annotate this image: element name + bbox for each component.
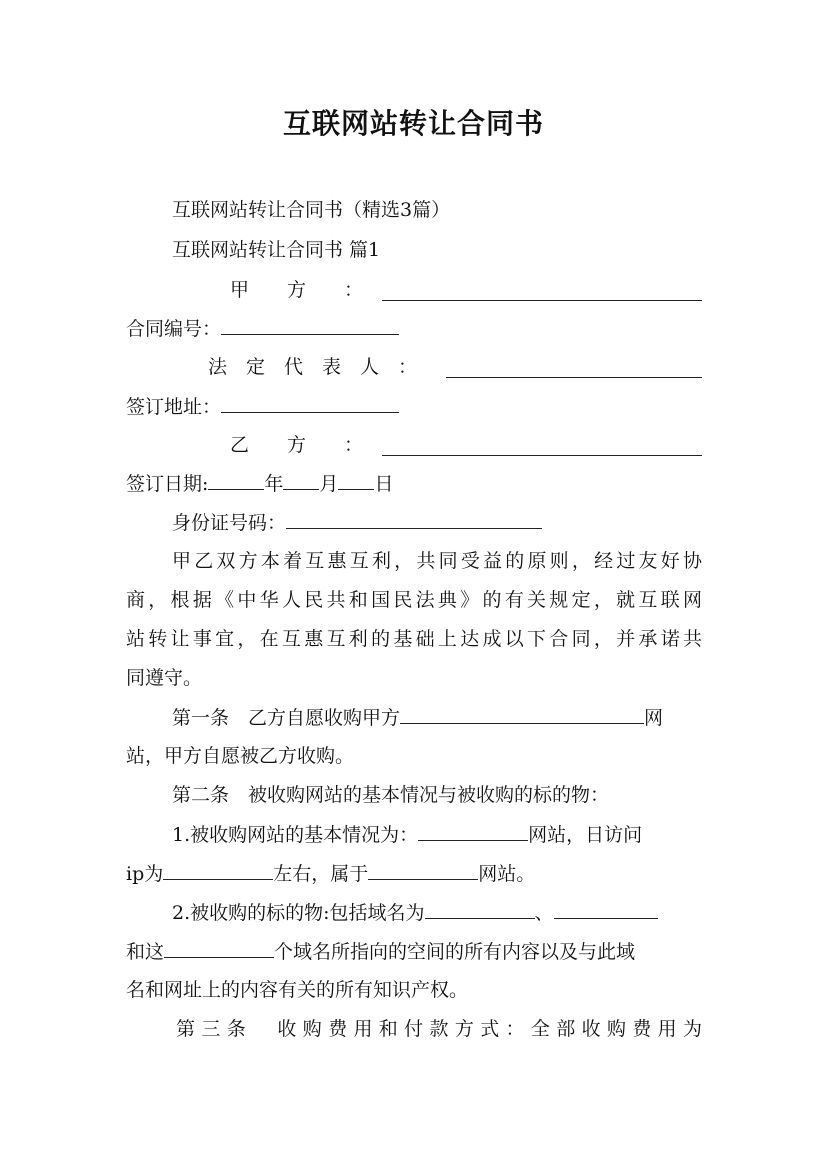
article-2-2-line-3: 名和网址上的内容有关的所有知识产权。 [126,979,469,1001]
article-2-1-line-2 [126,853,702,893]
domain-blank-2 [554,892,658,919]
document-title: 互联网站转让合同书 [282,107,544,140]
sign-place-blank [221,386,399,413]
sign-place-line [126,386,702,426]
article-1-blank [400,697,644,724]
article-2-2-line-2 [126,931,702,971]
site-name-blank [418,814,528,841]
article-1-prefix: 第一条 乙方自愿收购甲方 [172,707,401,729]
article-2-1-prefix: 1.被收购网站的基本情况为： [172,824,419,846]
ip-blank [163,853,273,880]
contract-no-label: 合同编号： [126,318,222,340]
article-2-2-prefix: 2.被收购的标的物:包括域名为 [172,902,425,924]
intro-line-2: 商，根据《中华人民共和国民法典》的有关规定，就互联网 [126,589,702,611]
party-b-label: 乙 方 ： [230,434,364,456]
domain-count-blank [164,931,274,958]
intro-line-1: 甲乙双方本着互惠互利，共同受益的原则，经过友好协 [172,550,702,572]
party-b-line [126,425,702,465]
legal-rep-blank [446,351,702,378]
article-1-line-2: 站，甲方自愿被乙方收购。 [126,745,355,767]
day-label: 日 [374,473,394,495]
article-2-1-line2-mid: 左右，属于 [273,863,369,885]
sign-place-label: 签订地址： [126,396,222,418]
legal-rep-line [126,347,702,387]
subtitle-line: 互联网站转让合同书（精选3篇） [172,199,451,221]
intro-line-3: 站转让事宜，在互惠互利的基础上达成以下合同，并承诺共 [126,628,702,650]
article-2-2-sep: 、 [534,902,554,924]
intro-line-4: 同遵守。 [126,667,203,689]
article-2-2-line-1 [172,892,702,932]
month-label: 月 [319,473,339,495]
month-blank [283,463,319,490]
site-type-blank [368,853,478,880]
article-2-2-line2-suffix: 个域名所指向的空间的所有内容以及与此域 [274,941,636,963]
domain-blank-1 [425,892,535,919]
section-heading: 互联网站转让合同书 篇1 [172,239,381,261]
day-blank [338,463,374,490]
article-2-1-mid: 网站，日访问 [528,824,643,846]
sign-date-label: 签订日期: [126,473,209,495]
id-blank [286,502,542,529]
party-a-blank [382,274,702,301]
party-a-line [126,270,702,310]
party-b-blank [382,429,702,456]
id-label: 身份证号码： [172,512,287,534]
article-2-heading: 第二条 被收购网站的基本情况与被收购的标的物： [172,784,610,806]
id-line [172,502,702,542]
article-3-line-1: 第三条 收购费用和付款方式：全部收购费用为 [176,1018,702,1040]
contract-no-blank [221,308,399,335]
article-2-1-line-1 [172,814,702,854]
article-2-1-line2-prefix: ip为 [126,863,164,885]
article-2-1-line2-suffix: 网站。 [478,863,536,885]
article-1-suffix: 网 [644,707,664,729]
party-a-label: 甲 方 ： [230,279,364,301]
legal-rep-label: 法 定 代 表 人 ： [208,356,418,378]
article-1-line-1 [172,697,702,737]
article-2-2-line2-prefix: 和这 [126,941,165,963]
sign-date-line [126,463,702,503]
year-label: 年 [264,473,284,495]
contract-no-line [126,308,702,348]
year-blank [208,463,264,490]
